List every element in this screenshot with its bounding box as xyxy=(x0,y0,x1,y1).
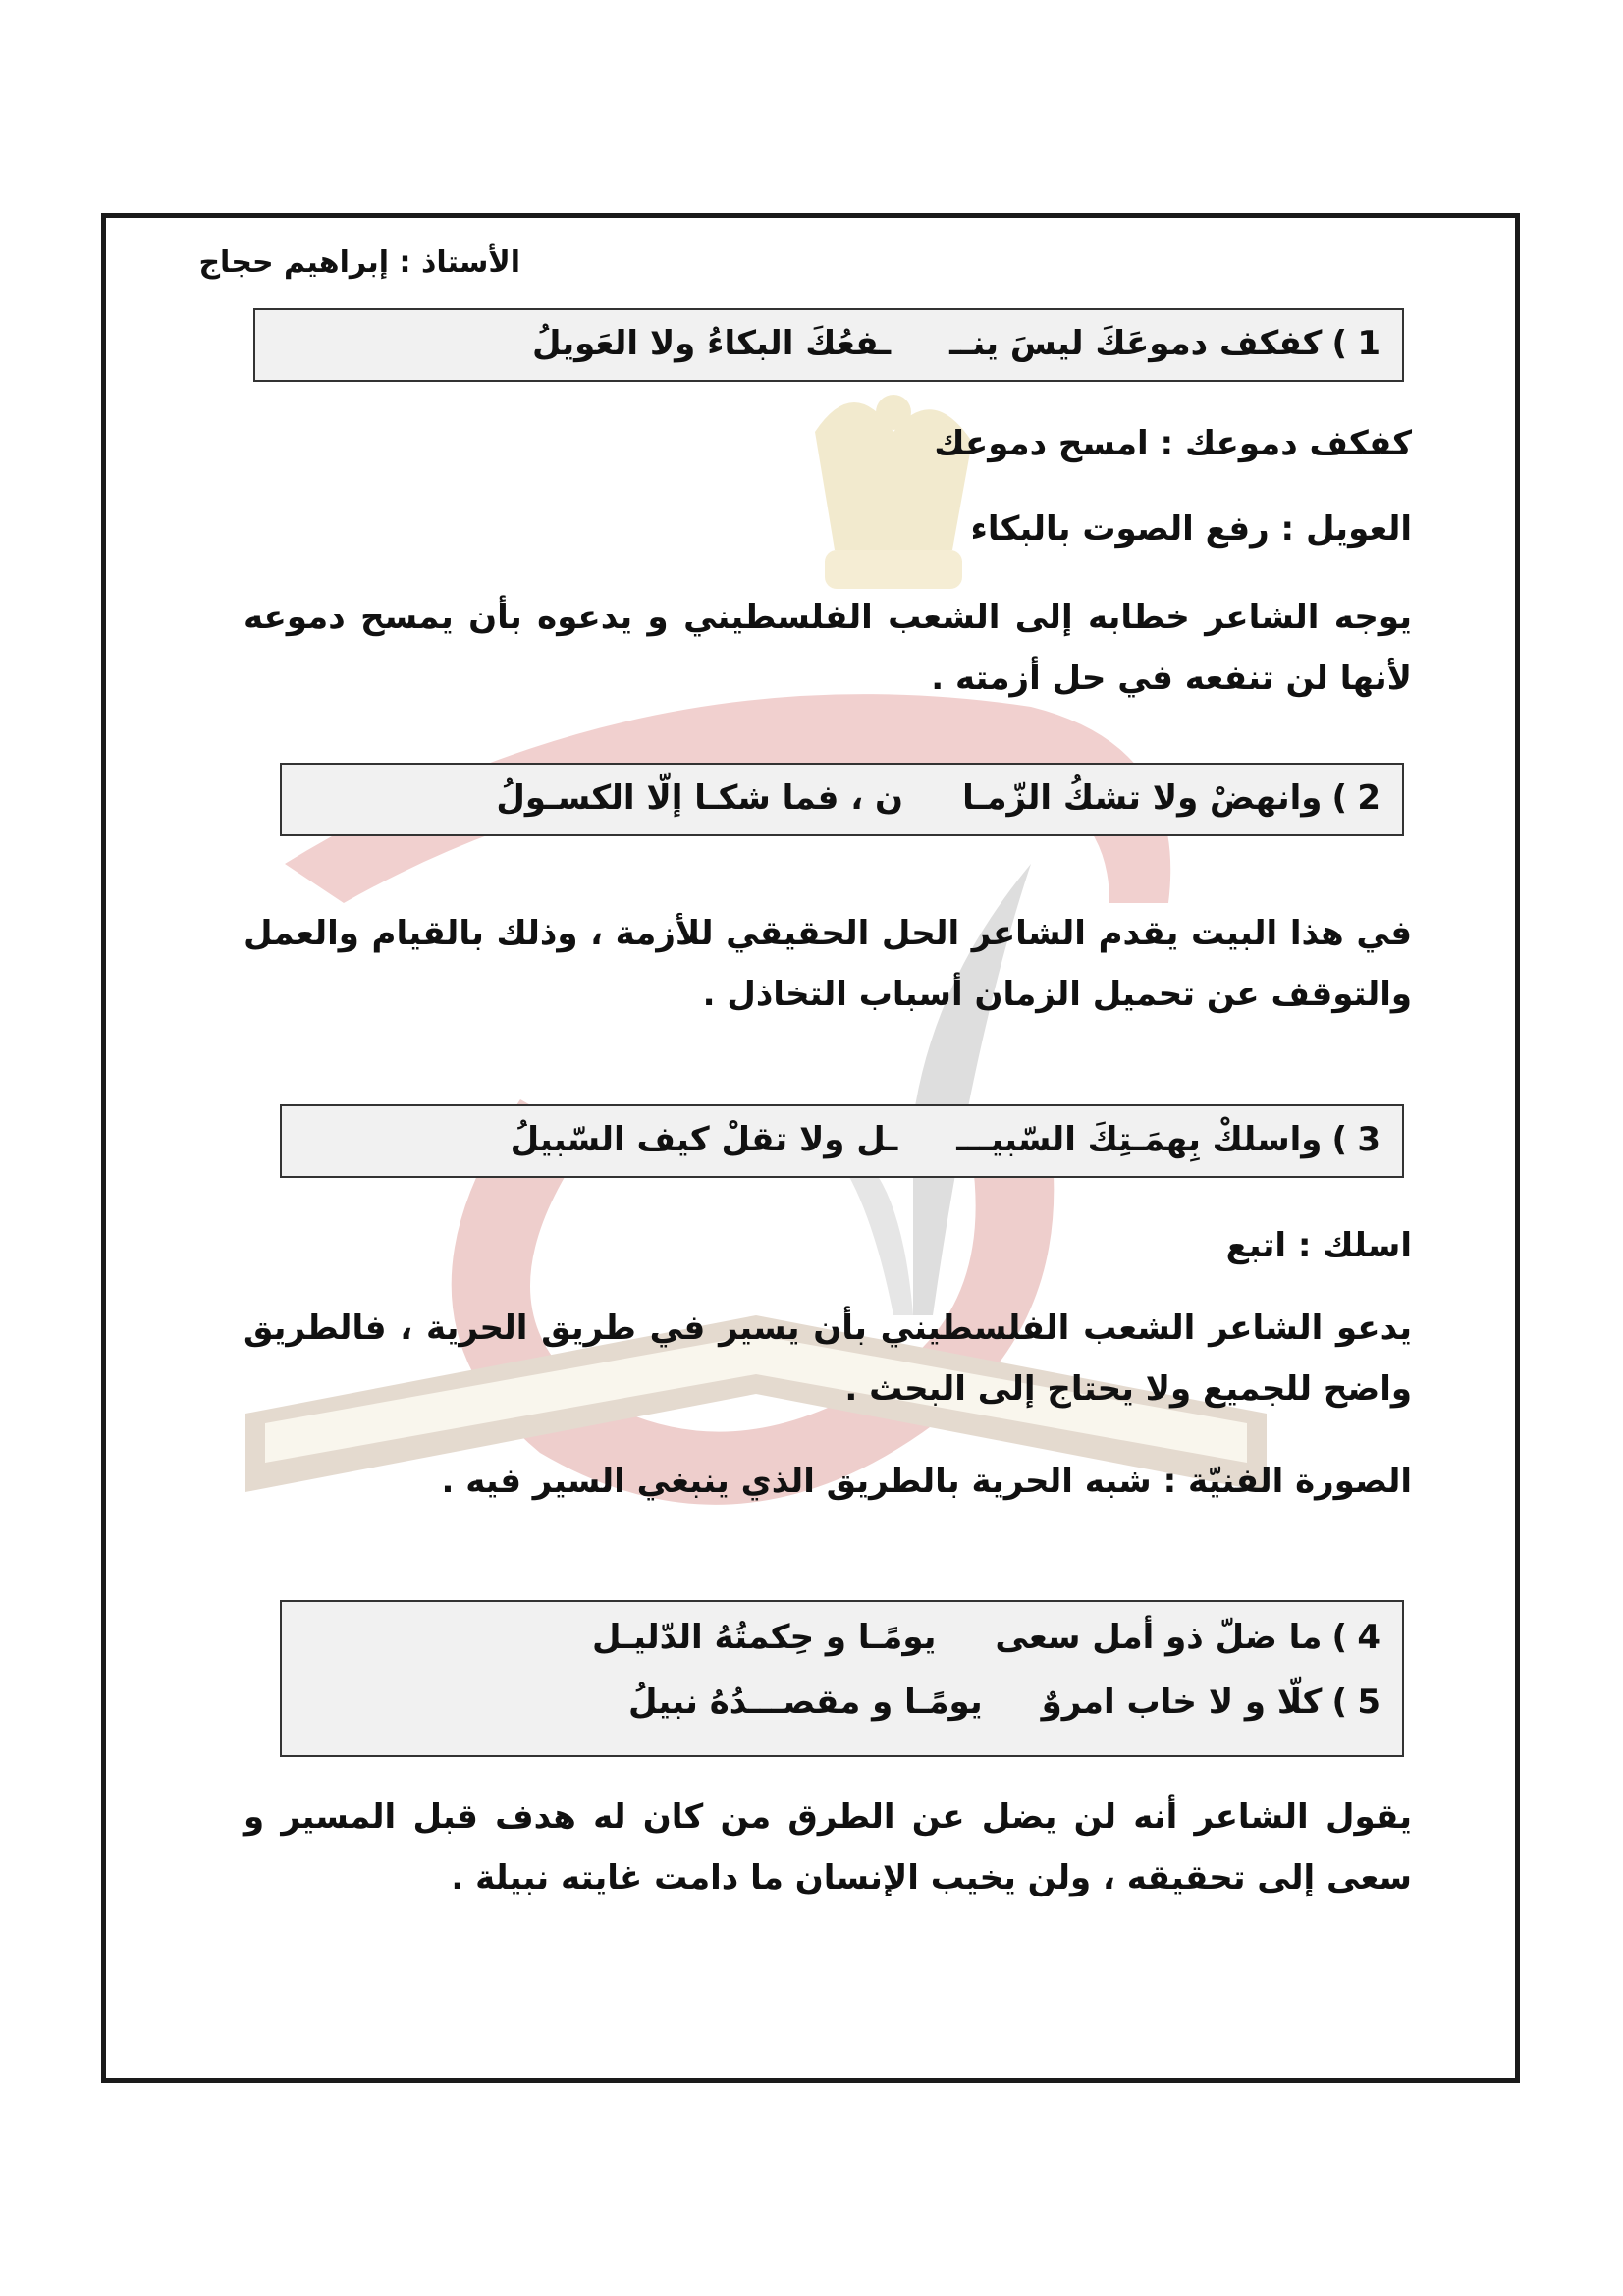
verse-number: 5 xyxy=(1357,1682,1380,1722)
verse-first-half: وانهضْ ولا تشكُ الزّمـا xyxy=(962,778,1323,818)
verse-paren: ) xyxy=(1331,1682,1347,1722)
verse-second-half: يومًـا و حِكمتُهُ الدّليـل xyxy=(592,1618,937,1657)
verse-line-1 xyxy=(255,324,1380,363)
definition-1: كفكف دموعك : امسح دموعك xyxy=(934,424,1412,463)
verse-paren: ) xyxy=(1331,324,1347,363)
verse-first-half: ما ضلّ ذو أمل سعى xyxy=(995,1618,1323,1657)
verse-box-3 xyxy=(280,1104,1404,1178)
verse-line-4 xyxy=(282,1618,1380,1657)
verse-3-meaning: يدعو الشاعر الشعب الفلسطيني بأن يسير في طريق الحرية ، فالطريق واضح للجميع ولا يحتاج إلى البحث . xyxy=(243,1308,1412,1409)
definition-2: العويل : رفع الصوت بالبكاء xyxy=(970,509,1412,549)
verse-paren: ) xyxy=(1331,1120,1347,1159)
verse-first-half: واسلكْ بِهمَـتِكَ السّبيـــ xyxy=(956,1120,1323,1159)
verse-line-2 xyxy=(282,778,1380,818)
verse-box-4-5 xyxy=(280,1600,1404,1757)
verse-second-half: يومًـا و مقصـــدُهُ نبيلُ xyxy=(628,1682,983,1722)
verse-line-3 xyxy=(282,1120,1380,1159)
verse-first-half: كلّا و لا خاب امروٌ xyxy=(1041,1682,1323,1722)
verse-line-5 xyxy=(282,1682,1380,1722)
definition-3: اسلك : اتبع xyxy=(1225,1226,1412,1265)
verse-second-half: ـفعُكَ البكاءُ ولا العَويلُ xyxy=(531,324,892,363)
verse-1-meaning: يوجه الشاعر خطابه إلى الشعب الفلسطيني و يدعوه بأن يمسح دموعه لأنها لن تنفعه في حل أزمته . xyxy=(243,598,1412,698)
verse-number: 2 xyxy=(1357,778,1380,818)
verse-box-1 xyxy=(253,308,1404,382)
verse-3-image: الصورة الفنيّة : شبه الحرية بالطريق الذي ينبغي السير فيه . xyxy=(441,1462,1412,1501)
verse-first-half: كفكف دموعَكَ ليسَ ينــ xyxy=(949,324,1323,363)
verse-second-half: ـل ولا تقلْ كيف السّبيلُ xyxy=(510,1120,898,1159)
teacher-name: الأستاذ : إبراهيم حجاج xyxy=(198,245,520,280)
verse-2-meaning: في هذا البيت يقدم الشاعر الحل الحقيقي للأزمة ، وذلك بالقيام والعمل والتوقف عن تحميل الزمان أسباب التخاذل . xyxy=(243,914,1412,1014)
verses-4-5-meaning: يقول الشاعر أنه لن يضل عن الطرق من كان له هدف قبل المسير و سعى إلى تحقيقه ، ولن يخيب الإنسان ما دامت غايته نبيلة . xyxy=(243,1797,1412,1897)
verse-second-half: ن ، فما شكـا إلّا الكسـولُ xyxy=(496,778,904,818)
verse-number: 1 xyxy=(1357,324,1380,363)
verse-box-2 xyxy=(280,763,1404,836)
verse-paren: ) xyxy=(1331,1618,1347,1657)
verse-paren: ) xyxy=(1331,778,1347,818)
verse-number: 3 xyxy=(1357,1120,1380,1159)
verse-number: 4 xyxy=(1357,1618,1380,1657)
